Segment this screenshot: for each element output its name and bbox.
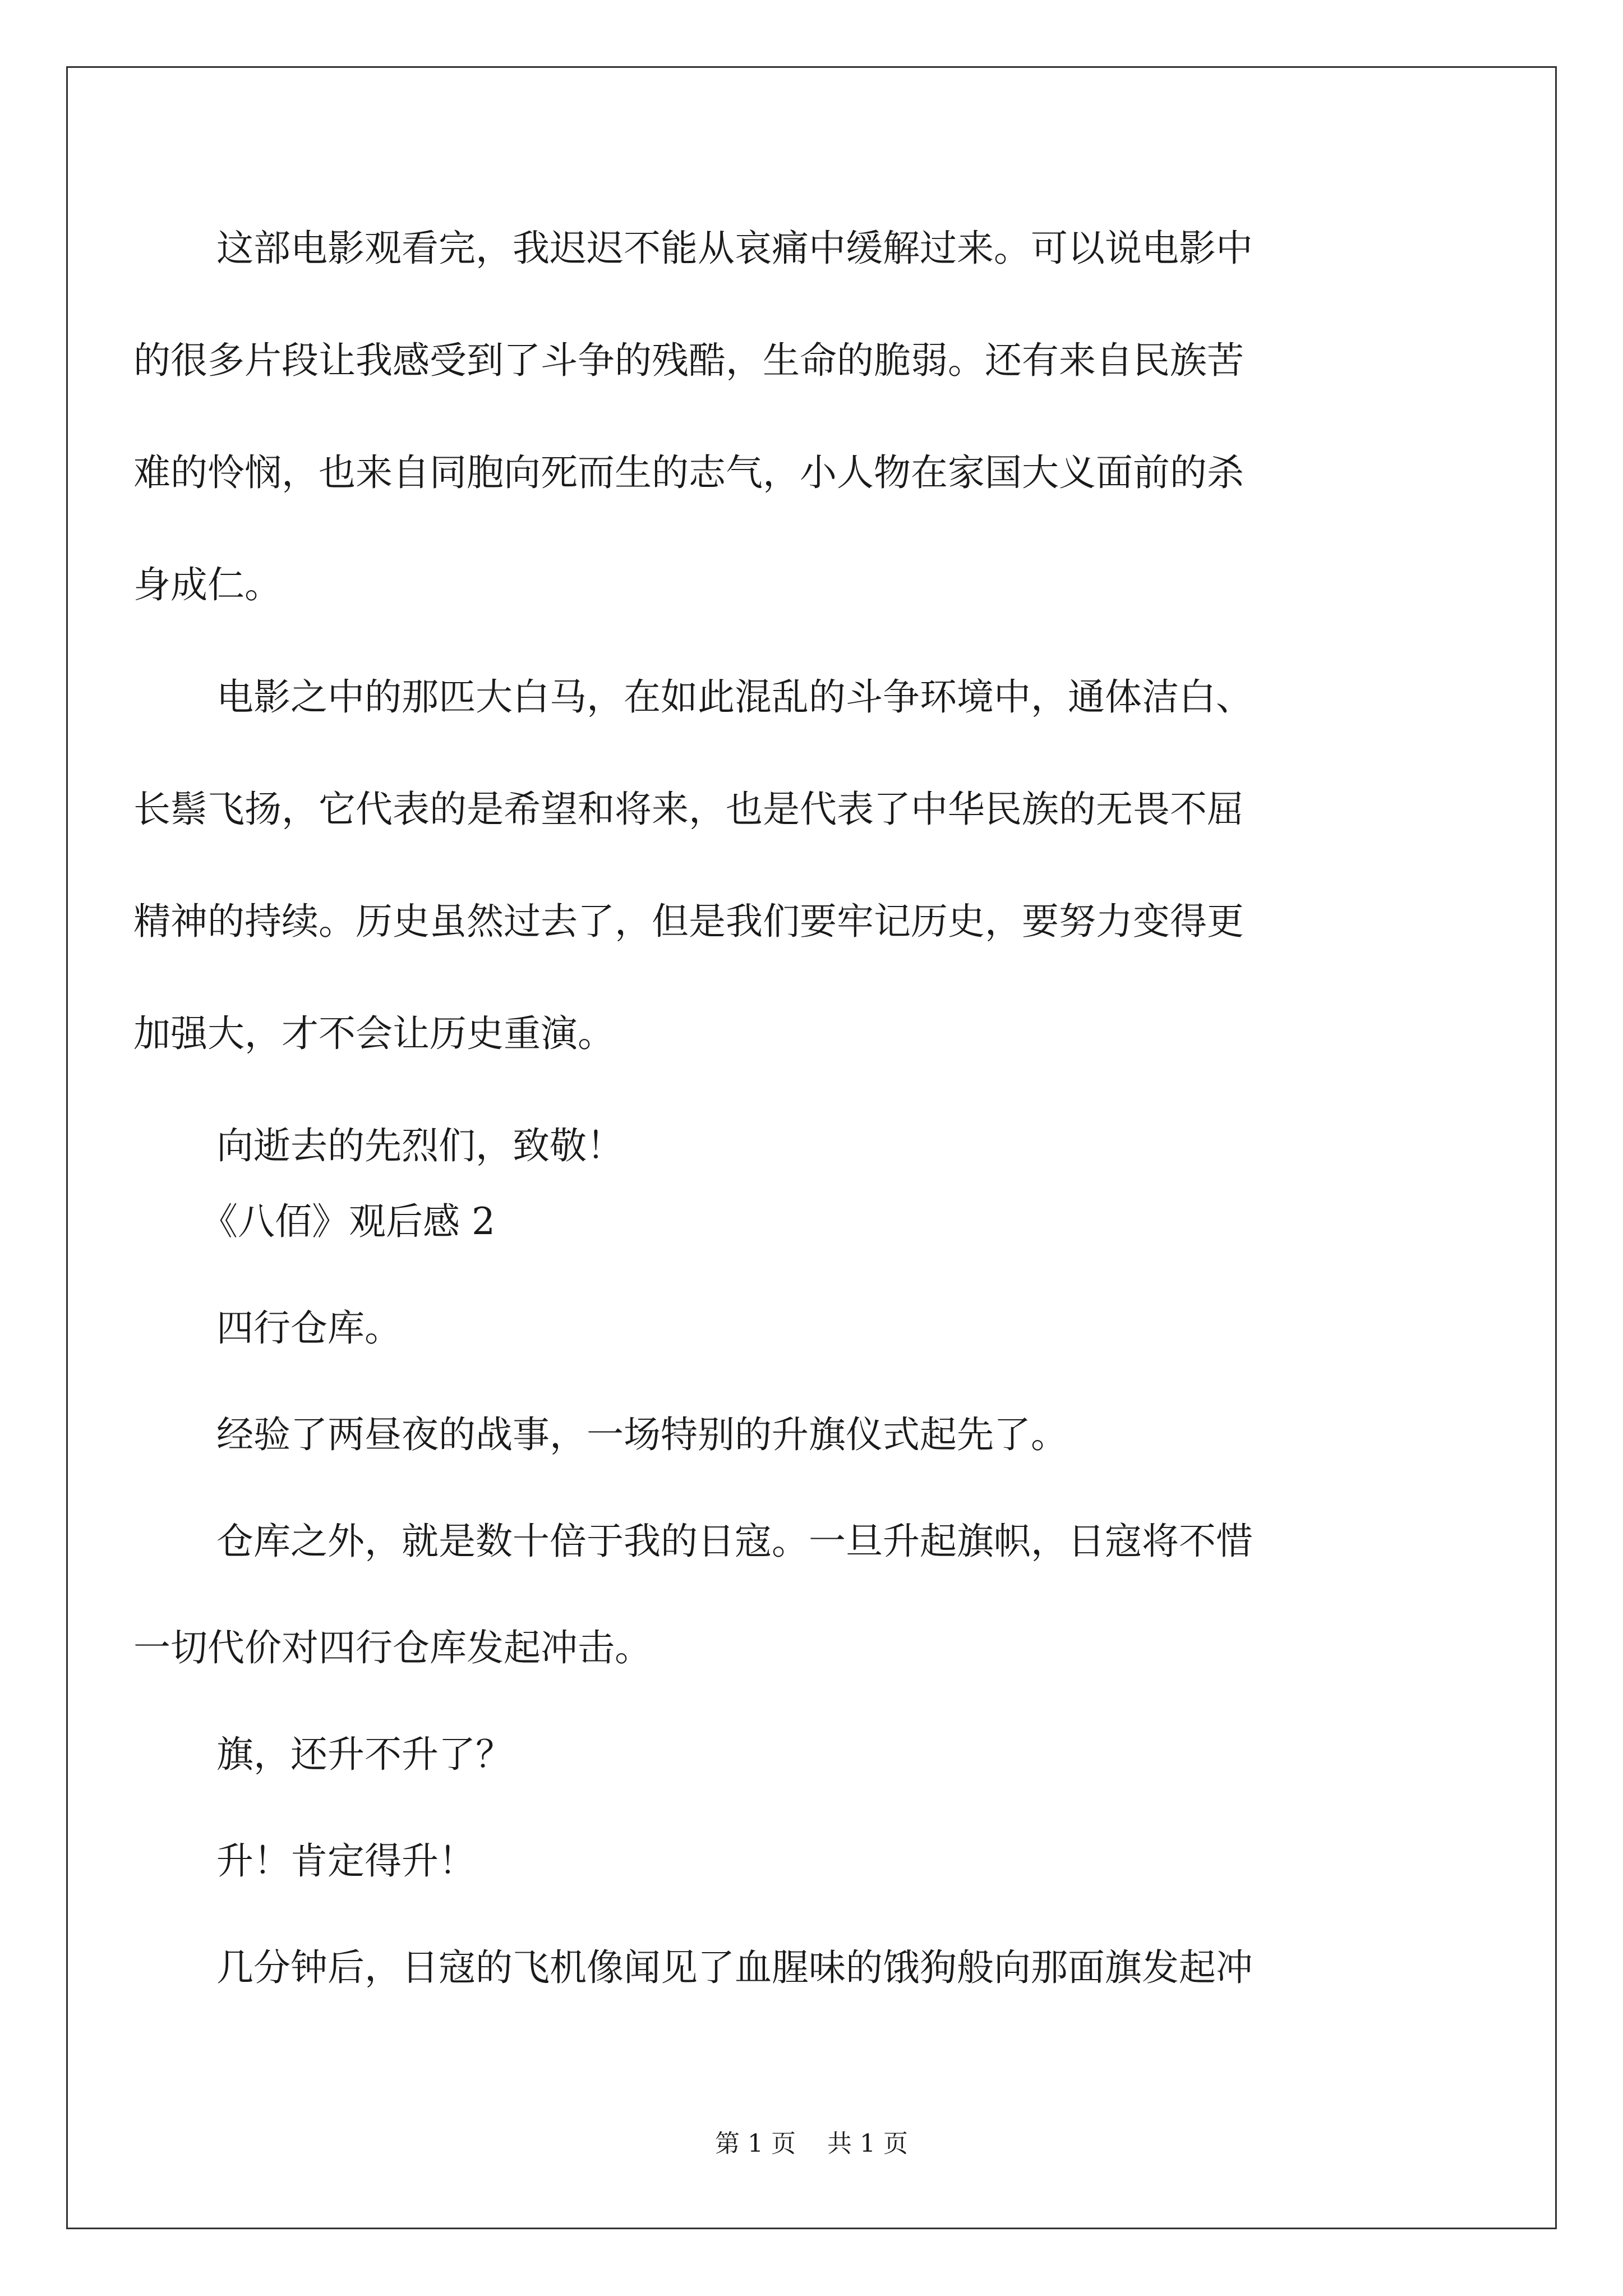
page-count: 共 1 页 xyxy=(827,2129,908,2158)
paragraph-line: 仓库之外，就是数十倍于我的日寇。一旦升起旗帜，日寇将不惜 xyxy=(216,1520,1253,1563)
paragraph-line: 升！肯定得升！ xyxy=(216,1839,476,1883)
paragraph-line: 一切代价对四行仓库发起冲击。 xyxy=(133,1626,652,1669)
paragraph-line: 加强大，才不会让历史重演。 xyxy=(133,1012,615,1055)
page-footer xyxy=(0,2127,1623,2161)
paragraph-line: 身成仁。 xyxy=(133,563,282,606)
paragraph-line: 电影之中的那匹大白马，在如此混乱的斗争环境中，通体洁白、 xyxy=(216,675,1253,719)
page-number: 第 1 页 xyxy=(715,2129,796,2158)
paragraph-line: 精神的持续。历史虽然过去了，但是我们要牢记历史，要努力变得更 xyxy=(133,900,1244,943)
paragraph-line: 向逝去的先烈们，致敬！ xyxy=(216,1124,624,1167)
paragraph-line: 的很多片段让我感受到了斗争的残酷，生命的脆弱。还有来自民族苦 xyxy=(133,339,1244,382)
paragraph-line: 这部电影观看完，我迟迟不能从哀痛中缓解过来。可以说电影中 xyxy=(216,227,1253,270)
paragraph-line: 四行仓库。 xyxy=(216,1306,402,1350)
paragraph-line: 经验了两昼夜的战事，一场特别的升旗仪式起先了。 xyxy=(216,1413,1068,1456)
section-heading: 《八佰》观后感 2 xyxy=(201,1200,495,1243)
paragraph-line: 长鬃飞扬，它代表的是希望和将来，也是代表了中华民族的无畏不屈 xyxy=(133,788,1244,831)
paragraph-line: 几分钟后，日寇的飞机像闻见了血腥味的饿狗般向那面旗发起冲 xyxy=(216,1946,1253,1989)
paragraph-line: 难的怜悯，也来自同胞向死而生的志气，小人物在家国大义面前的杀 xyxy=(133,451,1244,494)
paragraph-line: 旗，还升不升了？ xyxy=(216,1733,513,1776)
